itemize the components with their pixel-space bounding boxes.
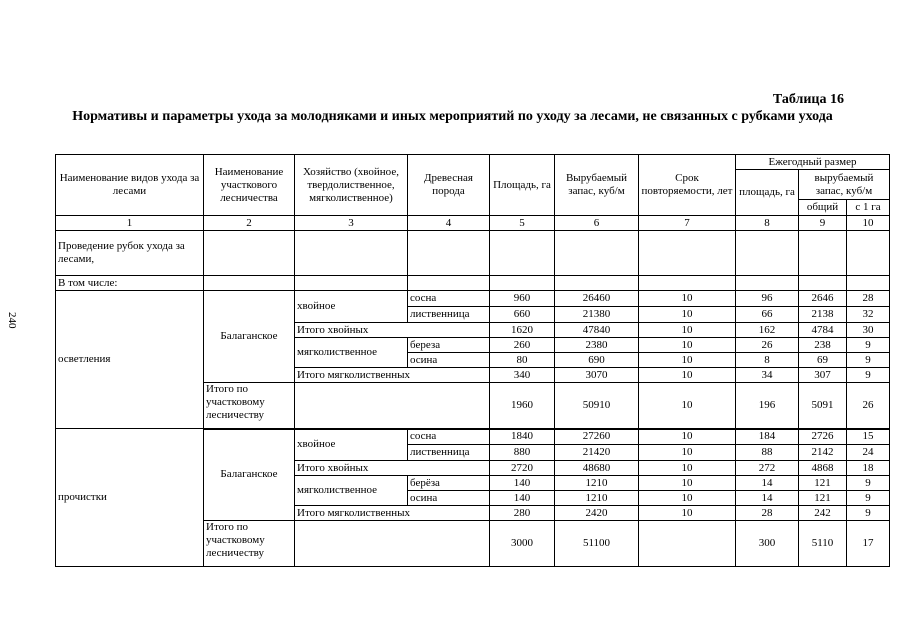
period-cell: 10	[639, 353, 736, 368]
area-cell: 1840	[490, 429, 555, 445]
subtotal-label: Итого мягколиственных	[295, 368, 490, 383]
annual-area-cell: 14	[736, 476, 799, 491]
volume-cell: 3070	[555, 368, 639, 383]
annual-total-cell: 307	[799, 368, 847, 383]
header-cell: Наименование участкового лесничества	[204, 155, 295, 216]
annual-total-cell: 121	[799, 476, 847, 491]
area-cell: 660	[490, 307, 555, 323]
table-row	[56, 276, 890, 291]
area-cell: 140	[490, 476, 555, 491]
period-cell: 10	[639, 476, 736, 491]
header-group-cell: Ежегодный размер	[736, 155, 890, 170]
row-label: Проведение рубок ухода за лесами,	[56, 231, 204, 276]
table-row	[56, 291, 890, 307]
volume-cell: 27260	[555, 429, 639, 445]
period-cell: 10	[639, 506, 736, 521]
volume-cell: 51100	[555, 521, 639, 567]
column-number: 4	[408, 216, 490, 231]
period-cell: 10	[639, 383, 736, 429]
per-ha-cell: 9	[847, 353, 890, 368]
annual-total-cell: 5110	[799, 521, 847, 567]
area-cell: 340	[490, 368, 555, 383]
annual-area-cell: 196	[736, 383, 799, 429]
empty-cell	[408, 276, 490, 291]
per-ha-cell: 9	[847, 476, 890, 491]
header-cell: Срок повторяемости, лет	[639, 155, 736, 216]
economy-cell: хвойное	[295, 429, 408, 461]
area-cell: 1960	[490, 383, 555, 429]
period-cell: 10	[639, 368, 736, 383]
header-cell: площадь, га	[736, 170, 799, 216]
empty-cell	[555, 276, 639, 291]
column-number: 8	[736, 216, 799, 231]
annual-total-cell: 2142	[799, 445, 847, 461]
empty-cell	[847, 276, 890, 291]
area-cell: 2720	[490, 461, 555, 476]
subtotal-label: Итого мягколиственных	[295, 506, 490, 521]
annual-area-cell: 8	[736, 353, 799, 368]
area-cell: 80	[490, 353, 555, 368]
volume-cell: 1210	[555, 491, 639, 506]
period-cell	[639, 521, 736, 567]
per-ha-cell: 24	[847, 445, 890, 461]
area-cell: 3000	[490, 521, 555, 567]
row-label: В том числе:	[56, 276, 204, 291]
volume-cell: 2380	[555, 338, 639, 353]
column-number-row	[56, 216, 890, 231]
area-cell: 880	[490, 445, 555, 461]
annual-total-cell: 242	[799, 506, 847, 521]
annual-total-cell: 2646	[799, 291, 847, 307]
volume-cell: 690	[555, 353, 639, 368]
empty-cell	[555, 231, 639, 276]
empty-cell	[295, 276, 408, 291]
species-cell: береза	[408, 338, 490, 353]
empty-cell	[490, 276, 555, 291]
economy-cell: мягколиственное	[295, 338, 408, 368]
column-number: 3	[295, 216, 408, 231]
annual-total-cell: 69	[799, 353, 847, 368]
species-cell: берёза	[408, 476, 490, 491]
annual-area-cell: 14	[736, 491, 799, 506]
empty-cell	[295, 383, 490, 429]
area-cell: 140	[490, 491, 555, 506]
area-cell: 960	[490, 291, 555, 307]
annual-area-cell: 66	[736, 307, 799, 323]
empty-cell	[799, 276, 847, 291]
column-number: 5	[490, 216, 555, 231]
annual-total-cell: 2138	[799, 307, 847, 323]
per-ha-cell: 9	[847, 338, 890, 353]
period-cell: 10	[639, 338, 736, 353]
period-cell: 10	[639, 307, 736, 323]
annual-area-cell: 162	[736, 323, 799, 338]
annual-area-cell: 184	[736, 429, 799, 445]
period-cell: 10	[639, 491, 736, 506]
period-cell: 10	[639, 323, 736, 338]
annual-area-cell: 28	[736, 506, 799, 521]
norms-table	[55, 154, 890, 567]
per-ha-cell: 28	[847, 291, 890, 307]
annual-total-cell: 4868	[799, 461, 847, 476]
species-cell: сосна	[408, 429, 490, 445]
empty-cell	[639, 276, 736, 291]
header-group-cell: вырубаемый запас, куб/м	[799, 170, 890, 200]
annual-total-cell: 4784	[799, 323, 847, 338]
species-cell: лиственница	[408, 307, 490, 323]
empty-cell	[295, 521, 490, 567]
forestry-cell: Балаганское	[204, 429, 295, 521]
header-cell: с 1 га	[847, 200, 890, 216]
header-cell: Хозяйство (хвойное, твердолиственное, мягколиственное)	[295, 155, 408, 216]
column-number: 9	[799, 216, 847, 231]
annual-area-cell: 96	[736, 291, 799, 307]
area-cell: 280	[490, 506, 555, 521]
page-number: 240	[6, 312, 18, 329]
column-number: 1	[56, 216, 204, 231]
care-type-cell: осветления	[56, 291, 204, 429]
species-cell: лиственница	[408, 445, 490, 461]
forestry-total-label: Итого по участковому лесничеству	[204, 383, 295, 429]
annual-area-cell: 26	[736, 338, 799, 353]
empty-cell	[736, 231, 799, 276]
volume-cell: 1210	[555, 476, 639, 491]
per-ha-cell: 9	[847, 491, 890, 506]
subtotal-label: Итого хвойных	[295, 461, 490, 476]
empty-cell	[204, 276, 295, 291]
empty-cell	[847, 231, 890, 276]
empty-cell	[639, 231, 736, 276]
species-cell: сосна	[408, 291, 490, 307]
column-number: 10	[847, 216, 890, 231]
subtotal-label: Итого хвойных	[295, 323, 490, 338]
period-cell: 10	[639, 461, 736, 476]
annual-area-cell: 300	[736, 521, 799, 567]
header-cell: Вырубаемый запас, куб/м	[555, 155, 639, 216]
volume-cell: 26460	[555, 291, 639, 307]
annual-total-cell: 238	[799, 338, 847, 353]
table-label: Таблица 16	[772, 92, 844, 107]
per-ha-cell: 26	[847, 383, 890, 429]
species-cell: осина	[408, 353, 490, 368]
header-cell: общий	[799, 200, 847, 216]
volume-cell: 21420	[555, 445, 639, 461]
volume-cell: 2420	[555, 506, 639, 521]
empty-cell	[295, 231, 408, 276]
per-ha-cell: 15	[847, 429, 890, 445]
volume-cell: 47840	[555, 323, 639, 338]
header-cell: Древесная порода	[408, 155, 490, 216]
header-row	[56, 155, 890, 170]
table-row	[56, 231, 890, 276]
forestry-total-label: Итого по участковому лесничеству	[204, 521, 295, 567]
annual-total-cell: 2726	[799, 429, 847, 445]
economy-cell: мягколиственное	[295, 476, 408, 506]
empty-cell	[799, 231, 847, 276]
per-ha-cell: 17	[847, 521, 890, 567]
annual-area-cell: 88	[736, 445, 799, 461]
economy-cell: хвойное	[295, 291, 408, 323]
table-row	[56, 429, 890, 445]
empty-cell	[408, 231, 490, 276]
empty-cell	[204, 231, 295, 276]
empty-cell	[736, 276, 799, 291]
annual-area-cell: 272	[736, 461, 799, 476]
annual-total-cell: 5091	[799, 383, 847, 429]
per-ha-cell: 9	[847, 368, 890, 383]
care-type-cell: прочистки	[56, 429, 204, 567]
empty-cell	[490, 231, 555, 276]
column-number: 2	[204, 216, 295, 231]
per-ha-cell: 18	[847, 461, 890, 476]
volume-cell: 48680	[555, 461, 639, 476]
period-cell: 10	[639, 429, 736, 445]
header-cell: Площадь, га	[490, 155, 555, 216]
volume-cell: 21380	[555, 307, 639, 323]
period-cell: 10	[639, 291, 736, 307]
column-number: 6	[555, 216, 639, 231]
table-title: Нормативы и параметры ухода за молодняками и иных мероприятий по уходу за лесами, не связанных с рубками ухода	[72, 109, 833, 124]
annual-total-cell: 121	[799, 491, 847, 506]
annual-area-cell: 34	[736, 368, 799, 383]
per-ha-cell: 30	[847, 323, 890, 338]
area-cell: 1620	[490, 323, 555, 338]
species-cell: осина	[408, 491, 490, 506]
area-cell: 260	[490, 338, 555, 353]
period-cell: 10	[639, 445, 736, 461]
volume-cell: 50910	[555, 383, 639, 429]
forestry-cell: Балаганское	[204, 291, 295, 383]
per-ha-cell: 9	[847, 506, 890, 521]
header-cell: Наименование видов ухода за лесами	[56, 155, 204, 216]
per-ha-cell: 32	[847, 307, 890, 323]
column-number: 7	[639, 216, 736, 231]
